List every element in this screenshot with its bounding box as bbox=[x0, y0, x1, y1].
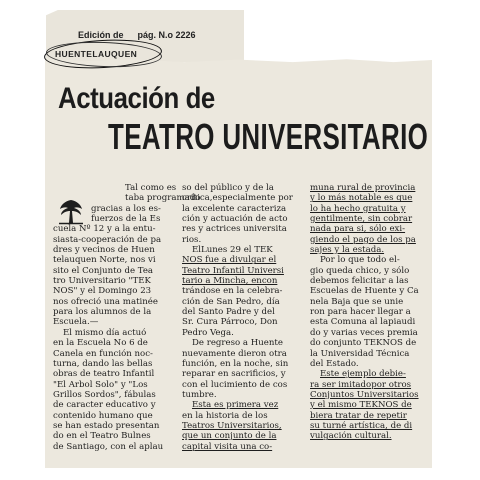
article-column-3 bbox=[310, 183, 436, 442]
text-line: nos ofreció una matinée bbox=[53, 296, 158, 307]
text-line: sito el Conjunto de Tea bbox=[53, 265, 154, 276]
text-line: tumbre. bbox=[182, 389, 217, 400]
text-line: Grillos Sordos", fábulas bbox=[53, 389, 156, 400]
text-line: ción de San Pedro, día bbox=[182, 296, 280, 307]
text-line: biera tratar de repetir bbox=[310, 410, 407, 421]
text-line: lo ha hecho gratuita y bbox=[310, 203, 406, 214]
text-line: Conjuntos Universitarios bbox=[310, 389, 419, 400]
text-line: tario a Mincha, encon bbox=[182, 276, 278, 287]
text-line: ElLunes 29 el TEK bbox=[192, 245, 273, 256]
text-line: NOS fue a divulgar el bbox=[182, 255, 277, 266]
text-line: obras de teatro Infantil bbox=[53, 369, 155, 380]
text-line: la Universidad Técnica bbox=[310, 348, 410, 359]
text-line: Sr. Cura Párroco, Don bbox=[182, 317, 278, 328]
text-line: contenido humano que bbox=[53, 410, 153, 421]
text-line: nada para si, sólo exi- bbox=[310, 224, 406, 235]
text-line: la excelente caracteriza bbox=[182, 203, 287, 214]
edition-label: Edición de bbox=[78, 30, 124, 40]
text-line: dres y vecinos de Huen bbox=[53, 245, 155, 256]
text-line: ción y actuación de acto bbox=[182, 214, 288, 225]
text-line: reparar en sacrificios, y bbox=[182, 369, 286, 380]
text-line: gio queda chico, y sólo bbox=[310, 265, 410, 276]
text-line: debemos felicitar a las bbox=[310, 276, 409, 287]
text-line: so del público y de la bbox=[182, 183, 274, 193]
text-line: turna, dando las bellas bbox=[53, 358, 153, 369]
text-line: ron para hacer llegar a bbox=[310, 307, 411, 318]
text-line: Pedro Vega. bbox=[182, 327, 234, 338]
text-line: sajes y la estada. bbox=[310, 245, 385, 256]
text-line: esta Comuna al lapiaudi bbox=[310, 317, 416, 328]
headline-line-2: TEATRO UNIVERSITARIO bbox=[108, 116, 429, 157]
text-line: con el lucimiento de cos bbox=[182, 379, 288, 390]
text-line: del Estado. bbox=[310, 358, 359, 369]
text-line: do conjunto TEKNOS de bbox=[310, 338, 417, 349]
text-line: do en el Teatro Bulnes bbox=[53, 431, 151, 442]
text-line: Escuela.— bbox=[53, 317, 99, 328]
text-line: ra ser imitadopor otros bbox=[310, 379, 412, 390]
text-line: para los alumnos de la bbox=[53, 307, 152, 318]
text-line: y lo más notable es que bbox=[310, 193, 413, 204]
text-line: telauquen Norte, nos vi bbox=[53, 255, 156, 266]
section-label: HUENTELAUQUEN bbox=[55, 49, 138, 59]
text-line: do y varias veces premia bbox=[310, 327, 418, 338]
text-line: trándose en la celebra- bbox=[182, 286, 283, 297]
text-line: muna rural de provincia bbox=[310, 183, 416, 193]
text-line: nuevamente dieron otra bbox=[182, 348, 287, 359]
text-line: NOS" y el Domingo 23 bbox=[53, 286, 152, 297]
text-line: giendo el pago de los pa bbox=[310, 234, 416, 245]
text-line: "El Arbol Solo" y "Los bbox=[53, 379, 148, 390]
text-line: en la Escuela No 6 de bbox=[53, 338, 148, 349]
text-line: critica,especialmente por bbox=[182, 193, 293, 204]
text-line: gracias a los es- bbox=[91, 203, 161, 214]
text-line: siasta-cooperación de pa bbox=[53, 234, 162, 245]
text-line: fuerzos de la Es bbox=[91, 214, 161, 225]
page-number: pág. N.o 2226 bbox=[137, 30, 196, 40]
text-line: se han estado presentan bbox=[53, 420, 160, 431]
text-line: vulgación cultural. bbox=[310, 431, 392, 442]
text-line: Canela en función noc- bbox=[53, 348, 153, 359]
text-line: capital visita una co- bbox=[182, 441, 273, 452]
headline-line-1: Actuación de bbox=[58, 82, 215, 115]
text-line: Teatro Infantil Universi bbox=[182, 265, 284, 276]
article-column-2 bbox=[182, 183, 304, 452]
text-line: El mismo día actuó bbox=[63, 327, 147, 338]
text-line: función, en la noche, sin bbox=[182, 358, 289, 369]
text-line: del Santo Padre y del bbox=[182, 307, 275, 318]
text-line: Teatros Universitarios, bbox=[182, 420, 282, 431]
text-line: y el mismo TEKNOS de bbox=[310, 400, 412, 411]
text-line: res y actrices universita bbox=[182, 224, 287, 235]
text-line: taba programado bbox=[125, 193, 201, 204]
text-line: su turné artística, de di bbox=[310, 420, 413, 431]
edition-line bbox=[78, 30, 196, 40]
text-line: en la historia de los bbox=[182, 410, 268, 421]
text-line: rios. bbox=[182, 234, 202, 245]
text-line: cuela Nº 12 y a la entu- bbox=[53, 224, 156, 235]
text-line: que un conjunto de la bbox=[182, 431, 277, 442]
text-line: Por lo que todo el- bbox=[320, 255, 400, 266]
text-line: de Santiago, con el aplau bbox=[53, 441, 164, 452]
text-line: Escuelas de Huente y Ca bbox=[310, 286, 419, 297]
text-line: de caracter educativo y bbox=[53, 400, 156, 411]
text-line: tro Universitario "TEK bbox=[53, 276, 151, 287]
text-line: Esta es primera vez bbox=[192, 400, 279, 411]
text-line: De regreso a Huente bbox=[192, 338, 283, 349]
text-line: Tal como es bbox=[125, 183, 177, 193]
text-line: gentilmente, sin cobrar bbox=[310, 214, 413, 225]
text-line: Este ejemplo debie- bbox=[320, 369, 406, 380]
text-line: nela Baja que se unie bbox=[310, 296, 404, 307]
